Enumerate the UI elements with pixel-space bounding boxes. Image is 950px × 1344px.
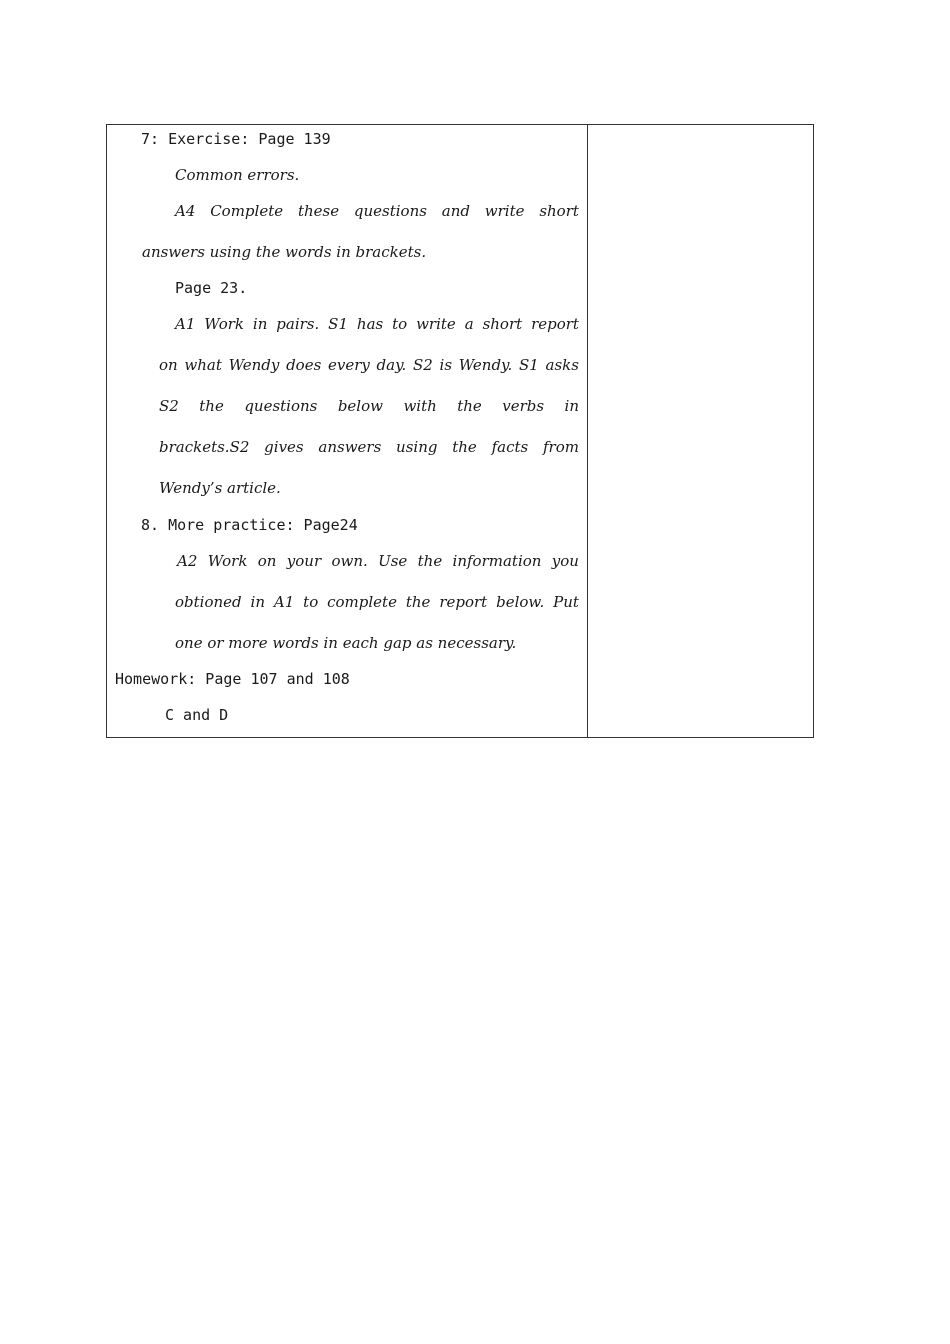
a1-line-1: A1 Work in pairs. S1 has to write a short report bbox=[175, 315, 579, 333]
lesson-table bbox=[106, 124, 814, 738]
a1-line-4: brackets.S2 gives answers using the facts from bbox=[159, 438, 579, 456]
a2-line-2: obtioned in A1 to complete the report below. Put bbox=[175, 593, 579, 611]
item8-heading: 8. More practice: Page24 bbox=[141, 516, 358, 534]
a1-line-2: on what Wendy does every day. S2 is Wendy. S1 asks bbox=[159, 356, 579, 374]
a4-line-2: answers using the words in brackets. bbox=[142, 243, 427, 261]
page-23: Page 23. bbox=[175, 279, 248, 297]
a2-line-3: one or more words in each gap as necessary. bbox=[175, 634, 517, 652]
a1-line-3: S2 the questions below with the verbs in bbox=[159, 397, 579, 415]
a2-line-1: A2 Work on your own. Use the information you bbox=[177, 552, 579, 570]
a4-line-1: A4 Complete these questions and write short bbox=[175, 202, 579, 220]
common-errors: Common errors. bbox=[175, 166, 300, 184]
column-divider bbox=[587, 125, 588, 737]
homework-sub: C and D bbox=[165, 706, 229, 724]
homework-line: Homework: Page 107 and 108 bbox=[115, 670, 350, 688]
item7-heading: 7: Exercise: Page 139 bbox=[141, 130, 331, 148]
a1-line-5: Wendy’s article. bbox=[159, 479, 281, 497]
